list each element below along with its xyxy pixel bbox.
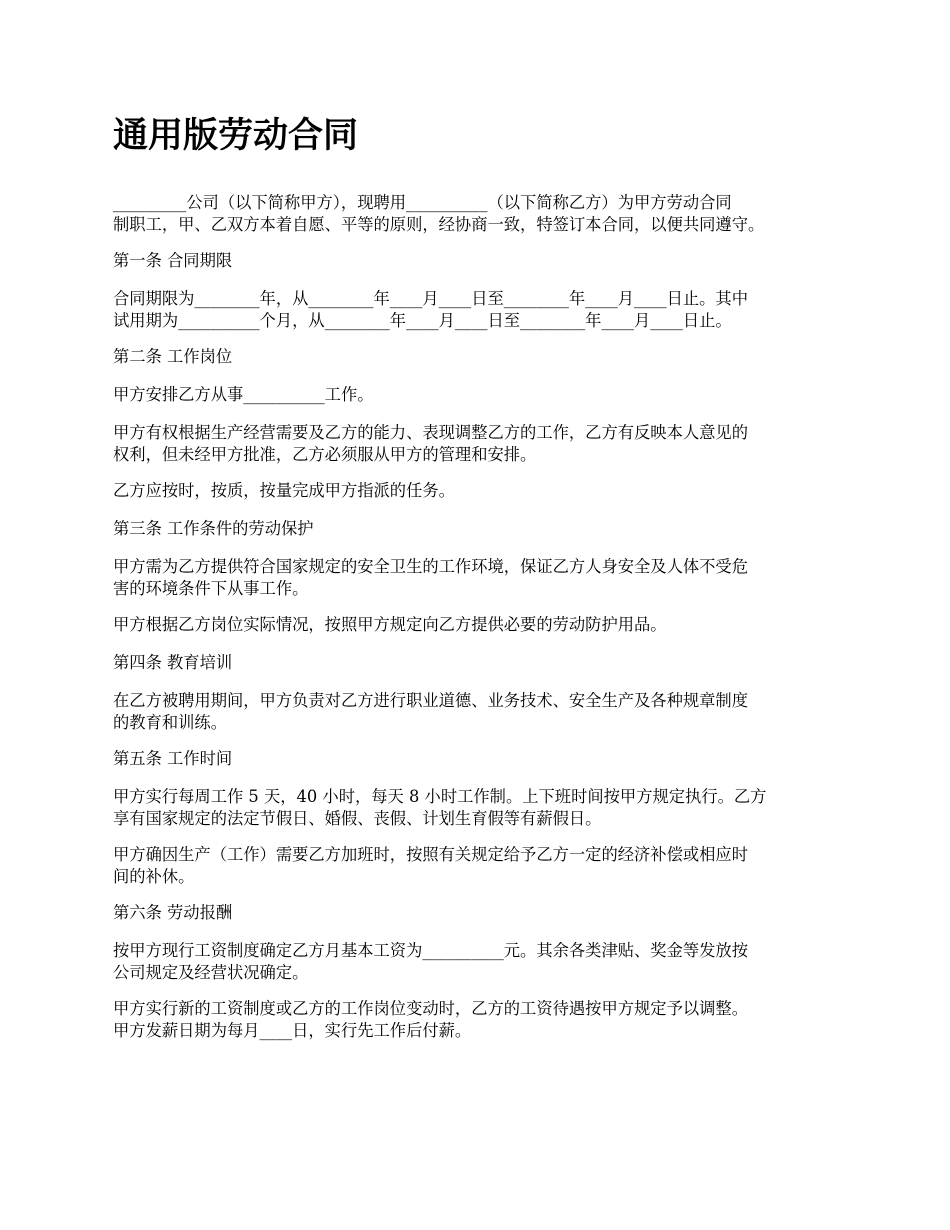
paragraph-line: 第二条 工作岗位: [113, 347, 233, 366]
paragraph-line: 享有国家规定的法定节假日、婚假、丧假、计划生育假等有薪假日。: [113, 809, 602, 828]
paragraph-line: 权利，但未经甲方批准，乙方必须服从甲方的管理和安排。: [113, 445, 537, 464]
contract-paragraph: [113, 786, 853, 830]
paragraph-line: 乙方应按时，按质，按量完成甲方指派的任务。: [113, 481, 455, 500]
paragraph-line: 甲方发薪日期为每月____日，实行先工作后付薪。: [113, 1021, 472, 1040]
contract-body: [113, 192, 853, 1042]
paragraph-line: 害的环境条件下从事工作。: [113, 579, 309, 598]
contract-paragraph: [113, 690, 853, 734]
document-title: 通用版劳动合同: [113, 115, 359, 156]
section-heading: [113, 518, 853, 540]
contract-paragraph: [113, 614, 853, 636]
paragraph-line: 甲方确因生产（工作）需要乙方加班时，按照有关规定给予乙方一定的经济补偿或相应时: [113, 845, 748, 864]
paragraph-line: 制职工，甲、乙双方本着自愿、平等的原则，经协商一致，特签订本合同，以便共同遵守。: [113, 215, 765, 234]
paragraph-line: 甲方实行每周工作 5 天，40 小时，每天 8 小时工作制。上下班时间按甲方规定执行。乙方: [113, 787, 767, 806]
contract-paragraph: [113, 384, 853, 406]
contract-paragraph: [113, 192, 853, 236]
section-heading: [113, 250, 853, 272]
paragraph-line: 甲方安排乙方从事__________工作。: [113, 385, 374, 404]
contract-paragraph: [113, 288, 853, 332]
paragraph-line: 第四条 教育培训: [113, 653, 233, 672]
paragraph-line: 在乙方被聘用期间，甲方负责对乙方进行职业道德、业务技术、安全生产及各种规章制度: [113, 691, 748, 710]
contract-paragraph: [113, 480, 853, 502]
contract-paragraph: [113, 844, 853, 888]
section-heading: [113, 346, 853, 368]
contract-paragraph: [113, 940, 853, 984]
contract-paragraph: [113, 556, 853, 600]
paragraph-line: 甲方实行新的工资制度或乙方的工作岗位变动时，乙方的工资待遇按甲方规定予以调整。: [113, 999, 748, 1018]
section-heading: [113, 902, 853, 924]
section-heading: [113, 652, 853, 674]
paragraph-line: 合同期限为________年，从________年____月____日至________年____月____日止。其中: [113, 289, 748, 308]
paragraph-line: 的教育和训练。: [113, 713, 227, 732]
paragraph-line: 第一条 合同期限: [113, 251, 233, 270]
paragraph-line: 间的补休。: [113, 867, 195, 886]
contract-page: [113, 112, 853, 1056]
paragraph-line: 甲方需为乙方提供符合国家规定的安全卫生的工作环境，保证乙方人身安全及人体不受危: [113, 557, 748, 576]
paragraph-line: 第五条 工作时间: [113, 749, 233, 768]
paragraph-line: 试用期为__________个月，从________年____月____日至________年____月____日止。: [113, 311, 732, 330]
paragraph-line: 公司规定及经营状况确定。: [113, 963, 309, 982]
paragraph-line: 按甲方现行工资制度确定乙方月基本工资为__________元。其余各类津贴、奖金等发放按: [113, 941, 748, 960]
contract-paragraph: [113, 998, 853, 1042]
contract-paragraph: [113, 422, 853, 466]
paragraph-line: 甲方根据乙方岗位实际情况，按照甲方规定向乙方提供必要的劳动防护用品。: [113, 615, 667, 634]
paragraph-line: 第六条 劳动报酬: [113, 903, 233, 922]
section-heading: [113, 748, 853, 770]
paragraph-line: 甲方有权根据生产经营需要及乙方的能力、表现调整乙方的工作，乙方有反映本人意见的: [113, 423, 748, 442]
paragraph-line: _________公司（以下简称甲方），现聘用__________（以下简称乙方）为甲方劳动合同: [113, 193, 732, 212]
paragraph-line: 第三条 工作条件的劳动保护: [113, 519, 314, 538]
